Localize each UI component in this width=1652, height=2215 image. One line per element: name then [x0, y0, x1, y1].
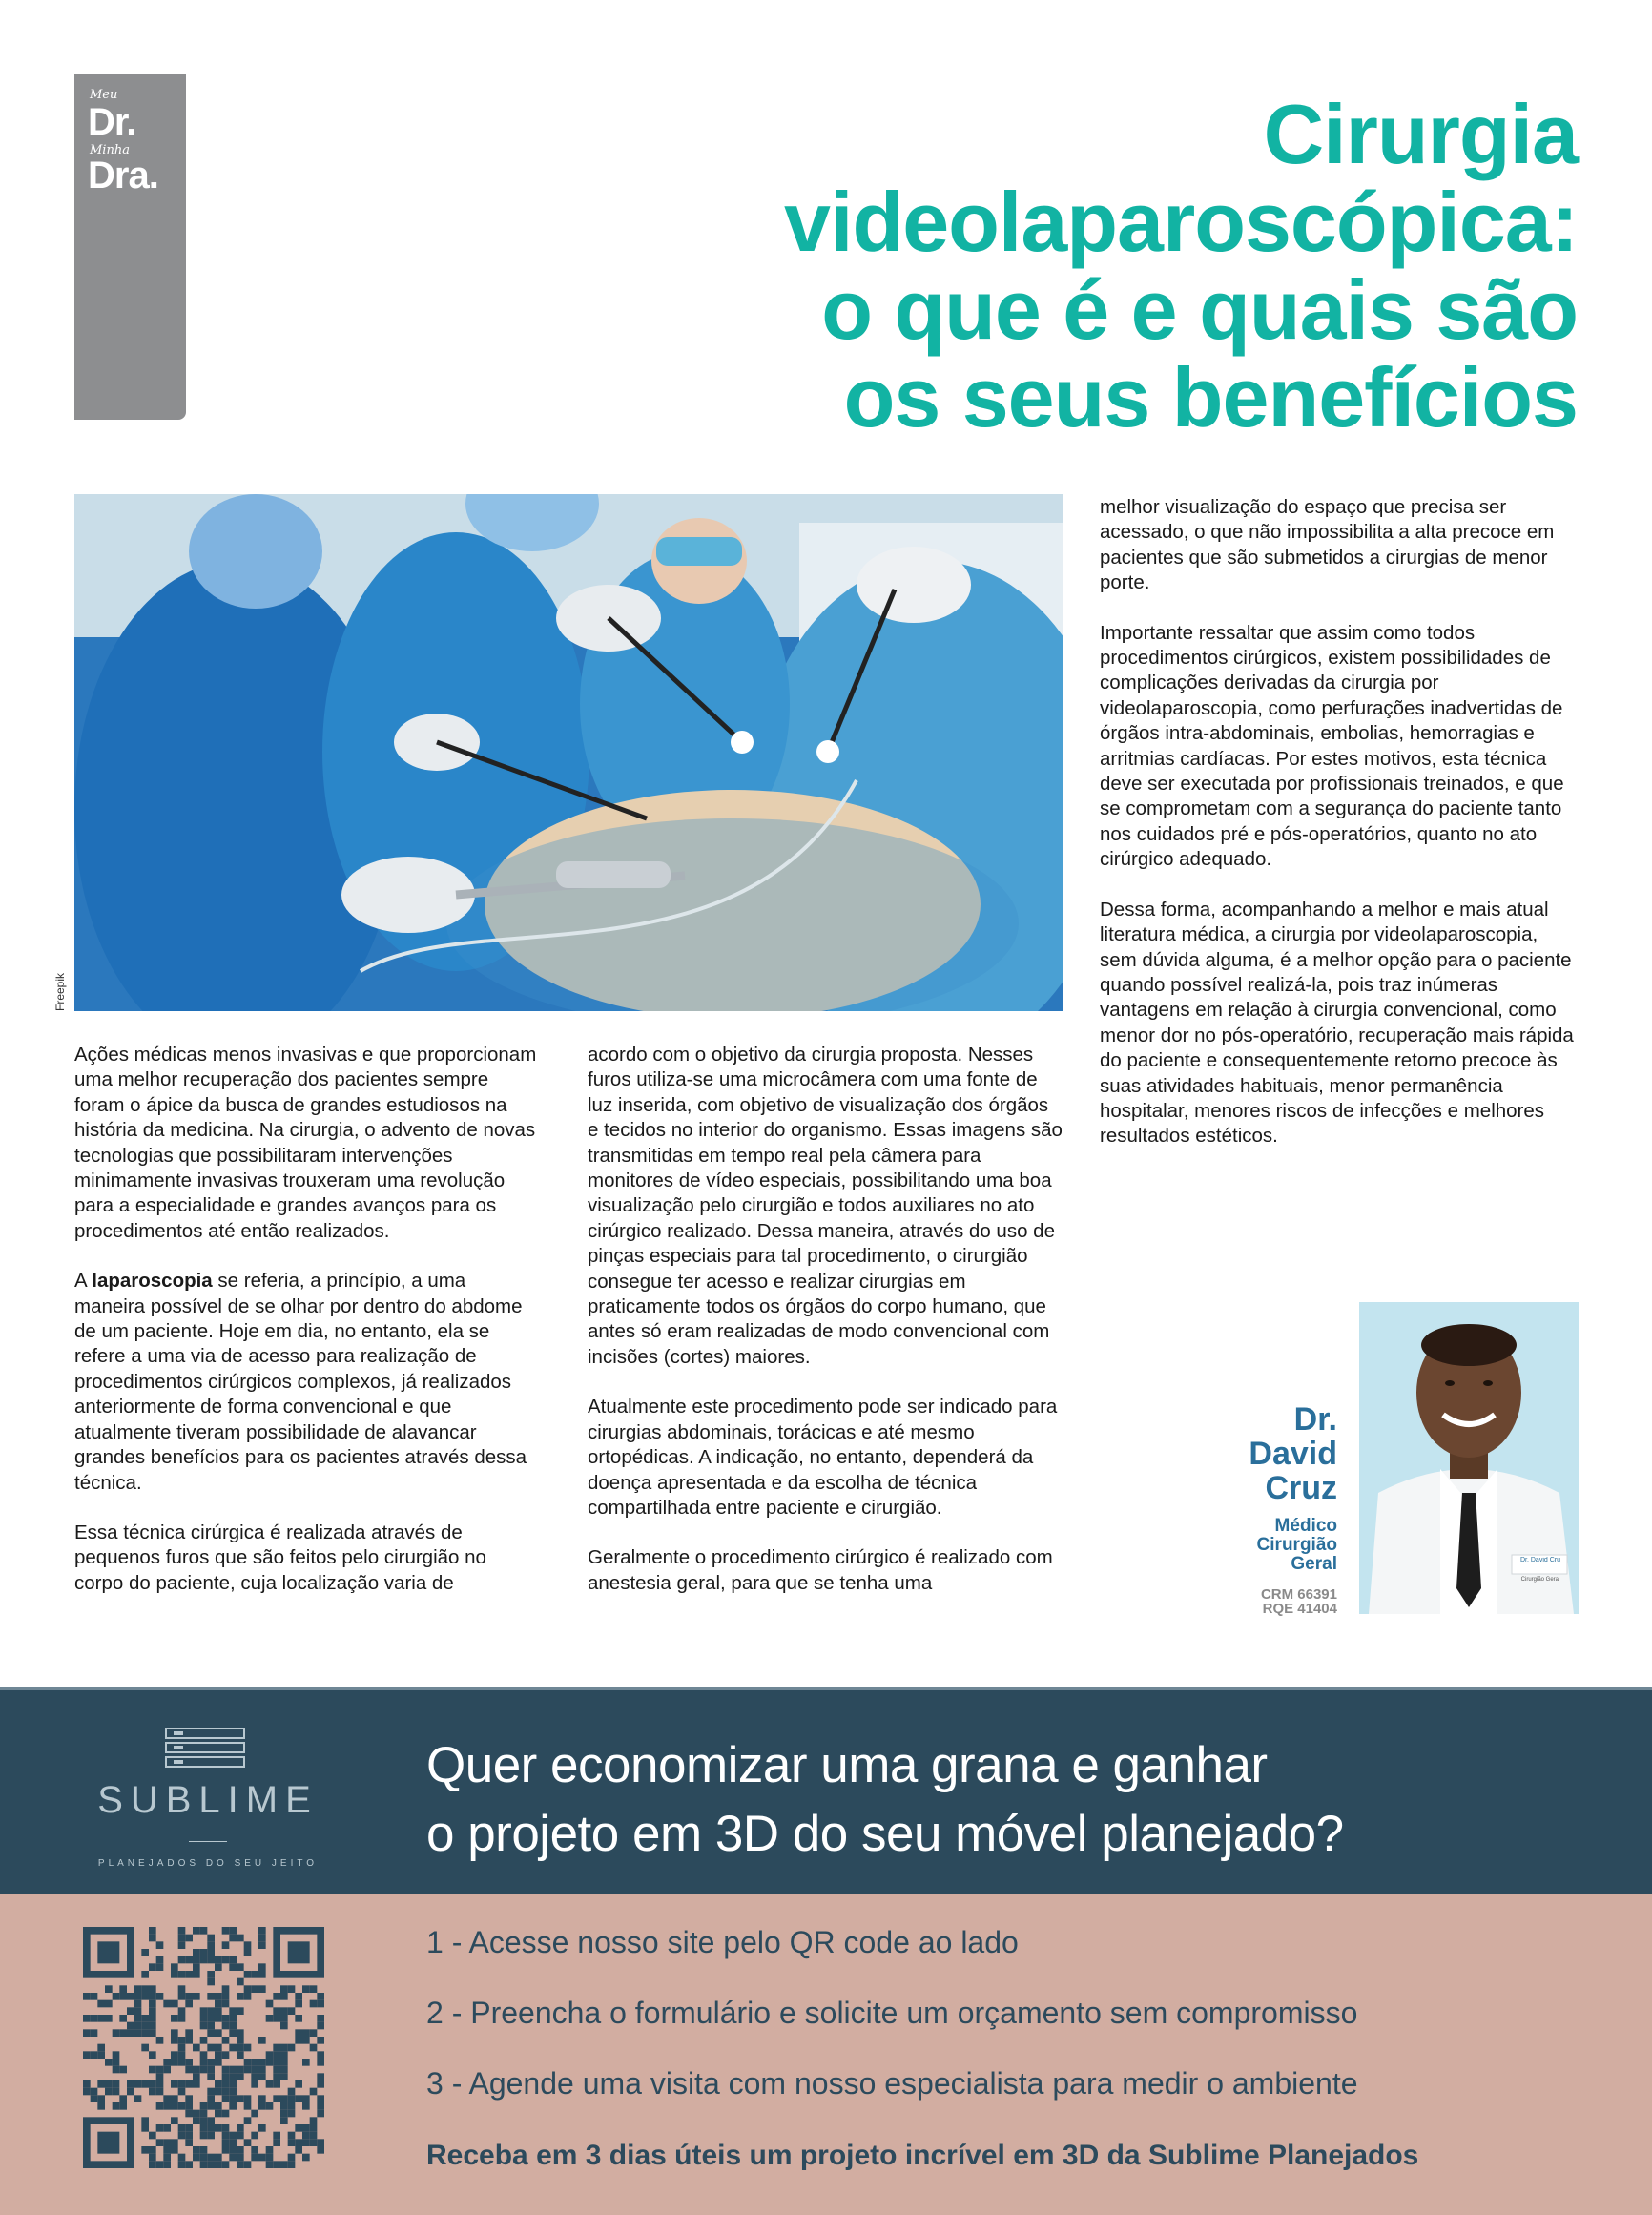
headline-line-2: videolaparoscópica: [784, 175, 1578, 269]
surgery-illustration [74, 494, 1063, 1011]
brand-line-dr: Dr. [88, 101, 136, 143]
col1-p2-post: se referia, a princípio, a uma maneira possível de se olhar por dentro do abdome de um paciente. Hoje em dia, no entanto, ela se refere a uma via de acesso para realização de procedimentos cirúrgicos complexos, já realizados anteriormente de forma convencional e que atualmente tiveram possibilidade de alavancar grandes benefícios para os pacientes através dessa técnica. [74, 1270, 527, 1494]
doctor-portrait [1359, 1302, 1579, 1614]
ad-final-offer: Receba em 3 dias úteis um projeto incrível em 3D da Sublime Planejados [426, 2140, 1419, 2171]
doctor-photo [1359, 1302, 1579, 1614]
sublime-divider [189, 1841, 227, 1842]
doctor-title: Dr. [1293, 1401, 1337, 1438]
col1-paragraph-2 [74, 1269, 537, 1496]
surgery-photo [74, 494, 1063, 1011]
sublime-brand-name: SUBLIME [97, 1779, 319, 1821]
doctor-role-line-3: Geral [1291, 1554, 1337, 1574]
headline-line-3: o que é e quais são [821, 262, 1578, 357]
sublime-tagline: PLANEJADOS DO SEU JEITO [97, 1858, 319, 1869]
doctor-badge-name: Dr. David Cru [1519, 1557, 1560, 1563]
col3-paragraph-3: Dessa forma, acompanhando a melhor e mais atual literatura médica, a cirurgia por videolaparoscopia, sem dúvida alguma, é a melhor opção para o paciente quando possível realizá-la, pois traz inúmeras vantagens em relação à cirurgia convencional, como menor dor no pós-operatório, recuperação mais rápida do paciente e consequentemente retorno precoce às suas atividades habituais, menor permanência hospitalar, menores riscos de infecções e melhores resultados estéticos. [1100, 898, 1574, 1148]
col2-paragraph-1: acordo com o objetivo da cirurgia proposta. Nesses furos utiliza-se uma microcâmera com uma fonte de luz inserida, com objetivo de visualização dos órgãos e tecidos no interior do organismo. Essas imagens são transmitidas em tempo real pela câmera para monitores de vídeo especiais, possibilitando uma boa visualização pelo cirurgião e todos auxiliares no ato cirúrgico realizado. Dessa maneira, através do uso de pinças especiais para tal procedimento, o cirurgião consegue ter acesso e realizar cirurgias em praticamente todos os órgãos do corpo humano, que antes só eram realizadas de modo convencional com incisões (cortes) maiores. [588, 1044, 1063, 1368]
qr-code[interactable] [83, 1927, 324, 2168]
doctor-role-line-2: Cirurgião [1256, 1535, 1337, 1555]
ad-headline-line-2: o projeto em 3D do seu móvel planejado? [426, 1806, 1344, 1862]
doctor-role [1257, 1517, 1337, 1574]
col2-paragraph-3: Geralmente o procedimento cirúrgico é realizado com anestesia geral, para que se tenha uma [588, 1546, 1053, 1594]
col2-paragraph-2: Atualmente este procedimento pode ser indicado para cirurgias abdominais, torácicas e até mesmo ortopédicas. A indicação, no entanto, dependerá da doença apresentada e da escolha de técnica compartilhada entre paciente e cirurgião. [588, 1396, 1058, 1519]
col3-paragraph-2: Importante ressaltar que assim como todos procedimentos cirúrgicos, existem possibilidades de complicações derivadas da cirurgia por videolaparoscopia, como perfurações inadvertidas de órgãos intra-abdominais, embolias, hemorragias e arritmias cardíacas. Por estes motivos, esta técnica deve ser executada por profissionais treinados, e que se comprometam com a segurança do paciente tanto nos cuidados pré e pós-operatórios, quanto no ato cirúrgico adequado. [1100, 621, 1564, 871]
col1-paragraph-1: Ações médicas menos invasivas e que proporcionam uma melhor recuperação dos pacientes sempre foram o ápice da busca de grandes estudiosos na história da medicina. Na cirurgia, o advento de novas tecnologias que possibilitaram intervenções minimamente invasivas trouxeram uma revolução para a especialidade e grandes avanços para os procedimentos até então realizados. [74, 1044, 537, 1242]
ad-top-divider [0, 1687, 1652, 1690]
ad-step-2: 2 - Preencha o formulário e solicite um orçamento sem compromisso [426, 1996, 1358, 2030]
doctor-crm: CRM 66391 [1260, 1586, 1337, 1603]
image-credit: Freepik [53, 972, 67, 1011]
brand-script-mid: Minha [90, 143, 130, 157]
article-column-1 [74, 1043, 537, 1621]
doctor-name [1249, 1402, 1337, 1505]
doctor-first-name: David [1249, 1436, 1337, 1472]
doctor-rqe: RQE 41404 [1262, 1601, 1337, 1617]
brand-line-dra: Dra. [88, 155, 158, 197]
headline-line-1: Cirurgia [1263, 87, 1578, 181]
ad-step-1: 1 - Acesse nosso site pelo QR code ao lado [426, 1925, 1019, 1959]
brand-script-top: Meu [90, 88, 118, 102]
col1-p2-pre: A [74, 1270, 93, 1293]
ad-headline [426, 1731, 1609, 1869]
col1-paragraph-3: Essa técnica cirúrgica é realizada através de pequenos furos que são feitos pelo cirurgião no corpo do paciente, cuja localização varia de [74, 1521, 486, 1594]
article-column-2 [588, 1043, 1064, 1621]
doctor-last-name: Cruz [1265, 1470, 1337, 1506]
sublime-logo-icon [164, 1727, 246, 1769]
headline-line-4: os seus benefícios [843, 350, 1578, 445]
doctor-badge-role: Cirurgião Geral [1520, 1577, 1560, 1583]
brand-tab [74, 74, 186, 420]
doctor-registration [1261, 1587, 1337, 1616]
col1-p2-bold: laparoscopia [92, 1270, 213, 1293]
ad-step-3: 3 - Agende uma visita com nosso especialista para medir o ambiente [426, 2066, 1358, 2101]
article-column-3 [1100, 495, 1579, 1174]
col3-paragraph-1: melhor visualização do espaço que precisa ser acessado, o que não impossibilita a alta precoce em pacientes que são submetidos a cirurgias de menor porte. [1100, 496, 1555, 594]
ad-headline-line-1: Quer economizar uma grana e ganhar [426, 1737, 1268, 1793]
article-headline [576, 87, 1578, 445]
doctor-role-line-1: Médico [1274, 1516, 1337, 1536]
